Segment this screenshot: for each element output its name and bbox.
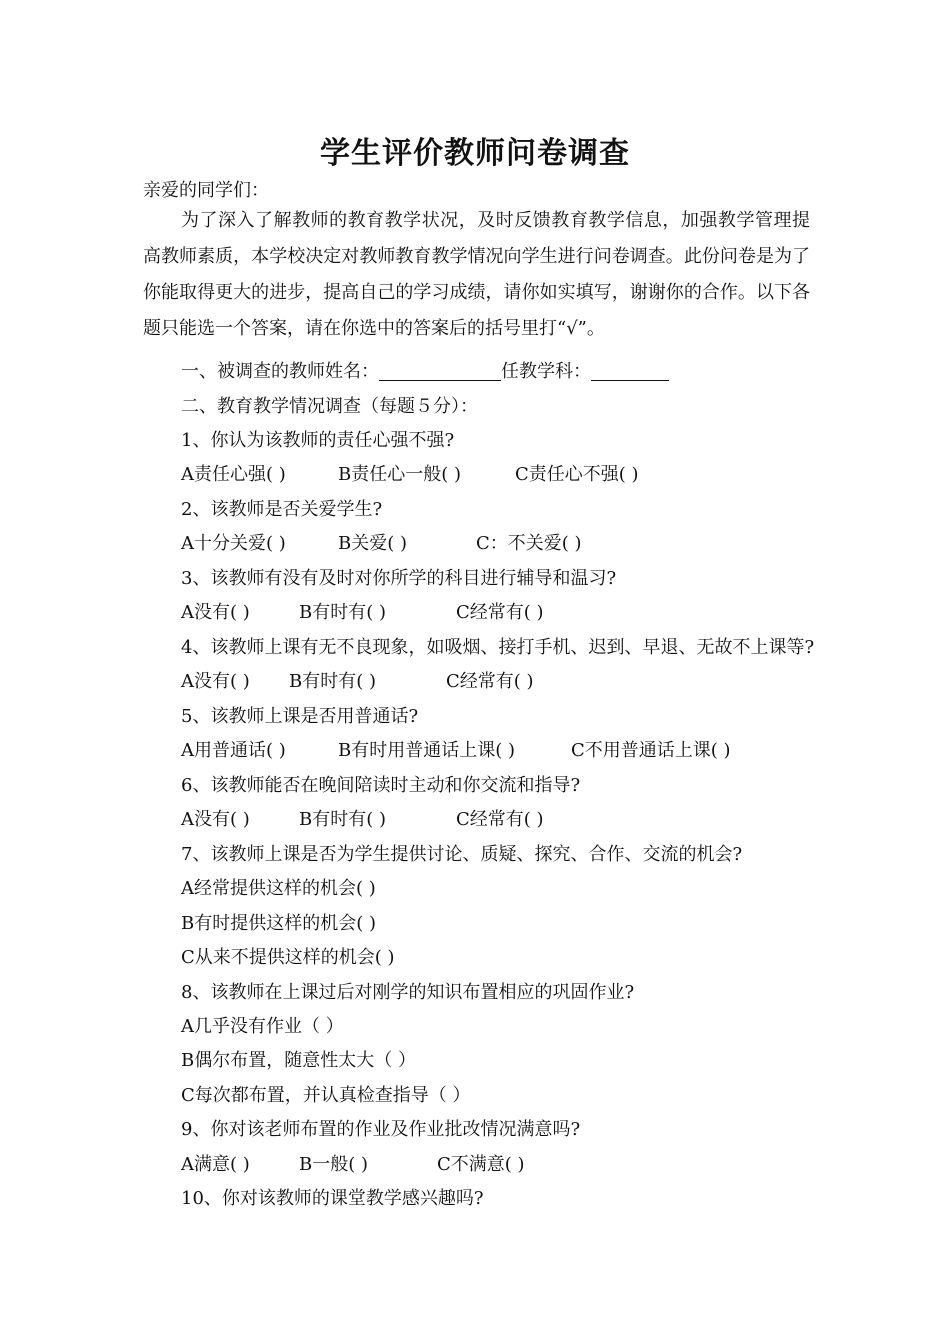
page-title: 学生评价教师问卷调查 bbox=[320, 136, 630, 171]
option-c[interactable]: C经常有( ) bbox=[446, 671, 534, 692]
option-b[interactable]: B有时有( ) bbox=[299, 602, 386, 623]
option-b[interactable]: B有时有( ) bbox=[289, 671, 376, 692]
option-row bbox=[181, 460, 639, 486]
option-b[interactable]: B有时有( ) bbox=[299, 809, 386, 830]
question-text: 9、你对该老师布置的作业及作业批改情况满意吗? bbox=[181, 1119, 581, 1140]
option-a[interactable]: A没有( ) bbox=[181, 671, 250, 692]
option-a[interactable]: A责任心强( ) bbox=[181, 464, 286, 485]
option-row bbox=[181, 736, 731, 762]
question-text: 6、该教师能否在晚间陪读时主动和你交流和指导? bbox=[181, 775, 581, 796]
option-a[interactable]: A十分关爱( ) bbox=[181, 533, 286, 554]
option-b[interactable]: B关爱( ) bbox=[338, 533, 407, 554]
question-text: 7、该教师上课是否为学生提供讨论、质疑、探究、合作、交流的机会? bbox=[181, 844, 743, 865]
option-a[interactable]: A几乎没有作业（ ） bbox=[181, 1016, 344, 1037]
option-b[interactable]: B有时用普通话上课( ) bbox=[338, 740, 515, 761]
option-row bbox=[181, 805, 544, 831]
option-a[interactable]: A经常提供这样的机会( ) bbox=[181, 878, 376, 899]
option-c[interactable]: C不满意( ) bbox=[437, 1154, 525, 1175]
option-row bbox=[181, 529, 582, 555]
question-text: 3、该教师有没有及时对你所学的科目进行辅导和温习? bbox=[181, 568, 617, 589]
option-c[interactable]: C不用普通话上课( ) bbox=[571, 740, 731, 761]
question-text: 1、你认为该教师的责任心强不强? bbox=[181, 430, 455, 451]
option-row bbox=[181, 1150, 525, 1176]
option-row bbox=[181, 598, 544, 624]
option-a[interactable]: A满意( ) bbox=[181, 1154, 250, 1175]
option-row bbox=[181, 667, 534, 693]
question-text: 10、你对该教师的课堂教学感兴趣吗? bbox=[181, 1188, 484, 1209]
option-c[interactable]: C从来不提供这样的机会( ) bbox=[181, 947, 395, 968]
salutation: 亲爱的同学们： bbox=[143, 180, 269, 201]
option-a[interactable]: A没有( ) bbox=[181, 602, 250, 623]
option-c[interactable]: C经常有( ) bbox=[456, 602, 544, 623]
option-a[interactable]: A用普通话( ) bbox=[181, 740, 286, 761]
question-text: 5、该教师上课是否用普通话? bbox=[181, 706, 419, 727]
intro-paragraph: 为了深入了解教师的教育教学状况，及时反馈教育教学信息，加强教学管理提高教师素质，本学校决定对教师教育教学情况向学生进行问卷调查。此份问卷是为了你能取得更大的进步，提高自己的学习成绩，请你如实填写，谢谢你的合作。以下各题只能选一个答案，请在你选中的答案后的括号里打“√”。 bbox=[143, 210, 810, 339]
option-b[interactable]: B偶尔布置，随意性太大（ ） bbox=[181, 1050, 416, 1071]
teacher-name-blank[interactable] bbox=[379, 362, 501, 381]
section-2-title: 二、教育教学情况调查（每题５分）： bbox=[181, 396, 478, 417]
option-b[interactable]: B一般( ) bbox=[299, 1154, 368, 1175]
option-a[interactable]: A没有( ) bbox=[181, 809, 250, 830]
option-c[interactable]: C经常有( ) bbox=[456, 809, 544, 830]
option-c[interactable]: C责任心不强( ) bbox=[515, 464, 639, 485]
subject-label: 任教学科： bbox=[501, 361, 591, 382]
teacher-name-label: 一、被调查的教师姓名： bbox=[181, 361, 379, 382]
option-c[interactable]: C每次都布置，并认真检查指导（ ） bbox=[181, 1085, 471, 1106]
subject-blank[interactable] bbox=[591, 362, 669, 381]
teacher-info-line bbox=[181, 357, 669, 383]
option-c[interactable]: C：不关爱( ) bbox=[476, 533, 582, 554]
question-text: 2、该教师是否关爱学生? bbox=[181, 499, 383, 520]
option-b[interactable]: B有时提供这样的机会( ) bbox=[181, 913, 376, 934]
option-b[interactable]: B责任心一般( ) bbox=[338, 464, 461, 485]
question-text: 8、该教师在上课过后对刚学的知识布置相应的巩固作业? bbox=[181, 982, 635, 1003]
question-text: 4、该教师上课有无不良现象，如吸烟、接打手机、迟到、早退、无故不上课等? bbox=[181, 637, 815, 658]
